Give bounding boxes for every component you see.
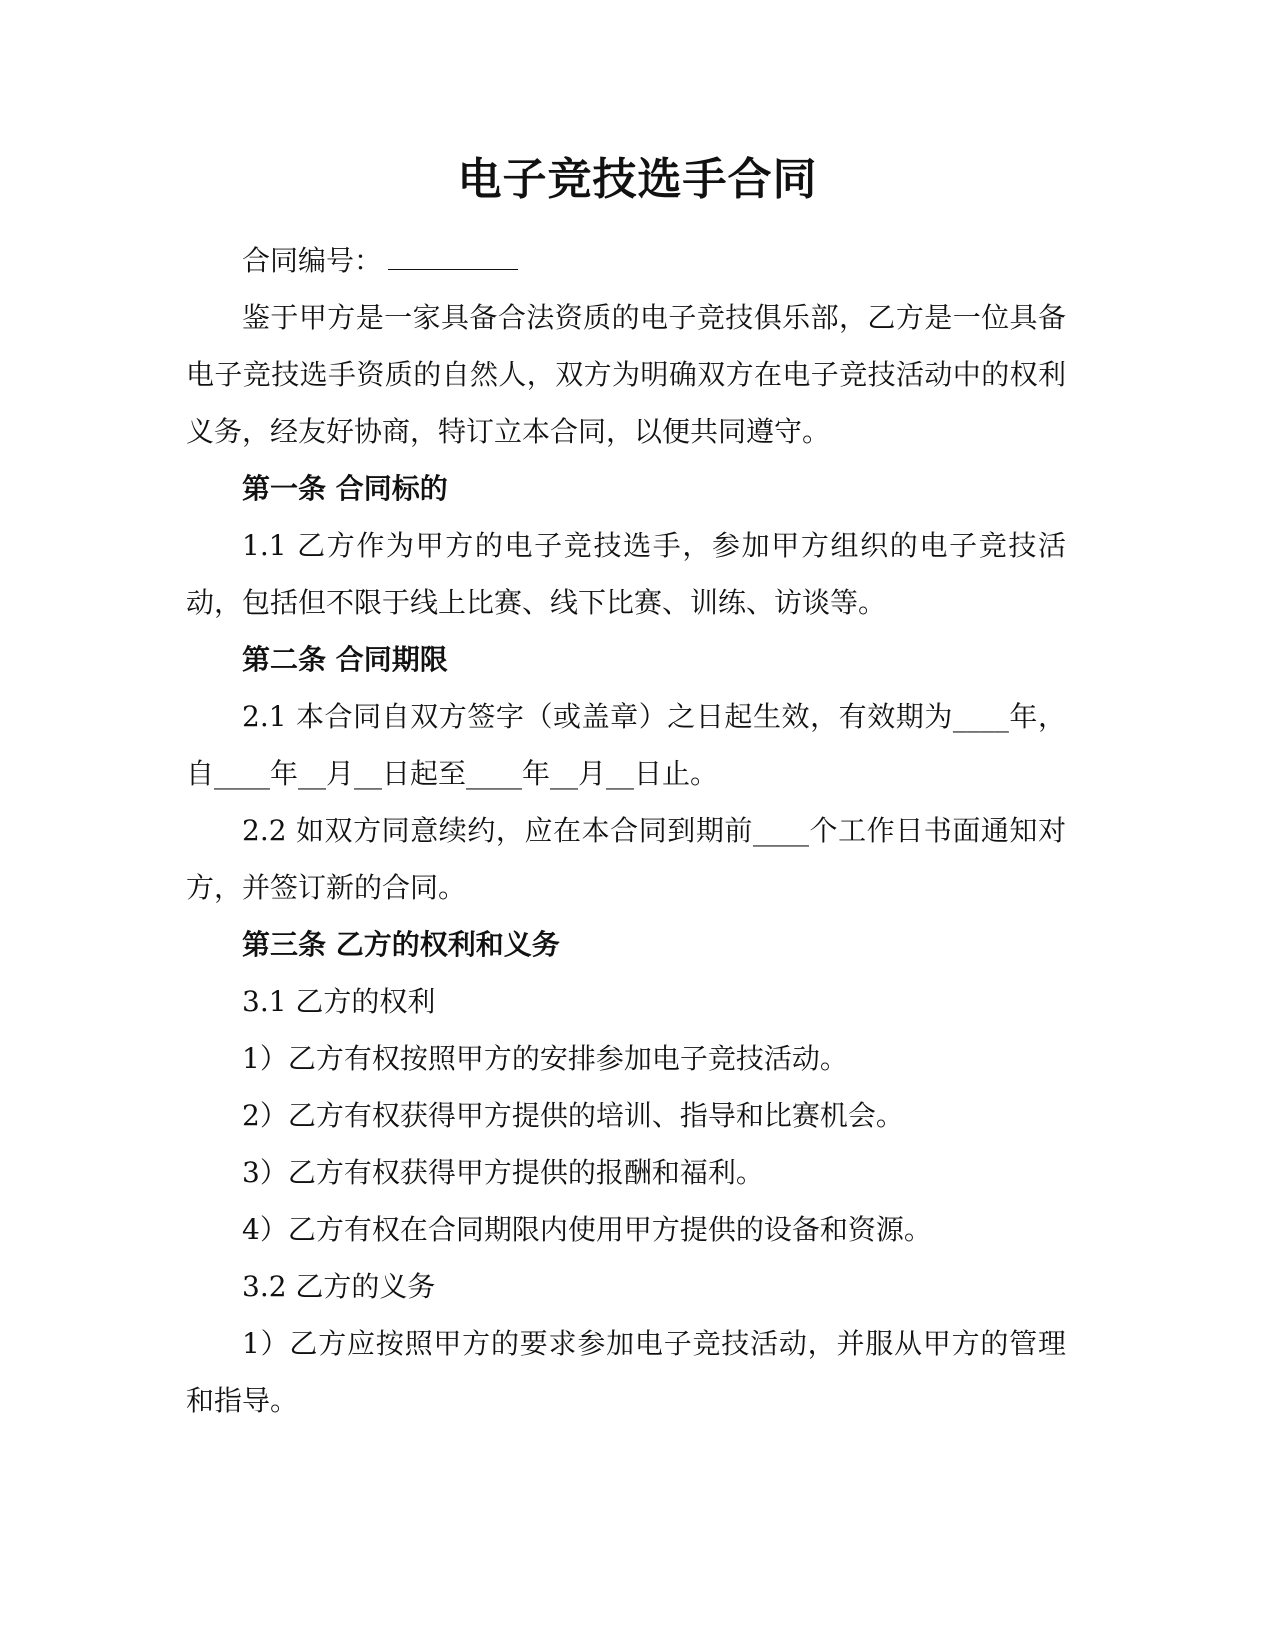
- article-3-heading: 第三条 乙方的权利和义务: [242, 928, 560, 961]
- clause-3-1-item-2: 2）乙方有权获得甲方提供的培训、指导和比赛机会。: [242, 1099, 904, 1132]
- clause-3-1-heading: 3.1 乙方的权利: [242, 985, 436, 1018]
- article-2-heading: 第二条 合同期限: [242, 643, 448, 676]
- clause-3-1-item-3: 3）乙方有权获得甲方提供的报酬和福利。: [242, 1156, 764, 1189]
- contract-number-line: [186, 232, 1066, 289]
- clause-3-2-heading: 3.2 乙方的义务: [242, 1270, 436, 1303]
- contract-number-label: 合同编号：: [242, 244, 383, 277]
- clause-3-2-item-1: 1）乙方应按照甲方的要求参加电子竞技活动，并服从甲方的管理和指导。: [186, 1327, 1066, 1417]
- clause-3-1-item-1: 1）乙方有权按照甲方的安排参加电子竞技活动。: [242, 1042, 848, 1075]
- clause-2-1: 2.1 本合同自双方签字（或盖章）之日起生效，有效期为____年，自____年__月__日起至____年__月__日止。: [186, 700, 1066, 790]
- clause-2-2: 2.2 如双方同意续约，应在本合同到期前____个工作日书面通知对方，并签订新的合同。: [186, 814, 1066, 904]
- document-body: [186, 232, 1066, 1429]
- preamble-paragraph: 鉴于甲方是一家具备合法资质的电子竞技俱乐部，乙方是一位具备电子竞技选手资质的自然人，双方为明确双方在电子竞技活动中的权利义务，经友好协商，特订立本合同，以便共同遵守。: [186, 301, 1066, 448]
- clause-3-1-item-4: 4）乙方有权在合同期限内使用甲方提供的设备和资源。: [242, 1213, 932, 1246]
- contract-number-blank: [388, 247, 518, 270]
- article-1-heading: 第一条 合同标的: [242, 472, 448, 505]
- clause-1-1: 1.1 乙方作为甲方的电子竞技选手，参加甲方组织的电子竞技活动，包括但不限于线上比赛、线下比赛、训练、访谈等。: [186, 529, 1066, 619]
- document-title: 电子竞技选手合同: [457, 154, 818, 205]
